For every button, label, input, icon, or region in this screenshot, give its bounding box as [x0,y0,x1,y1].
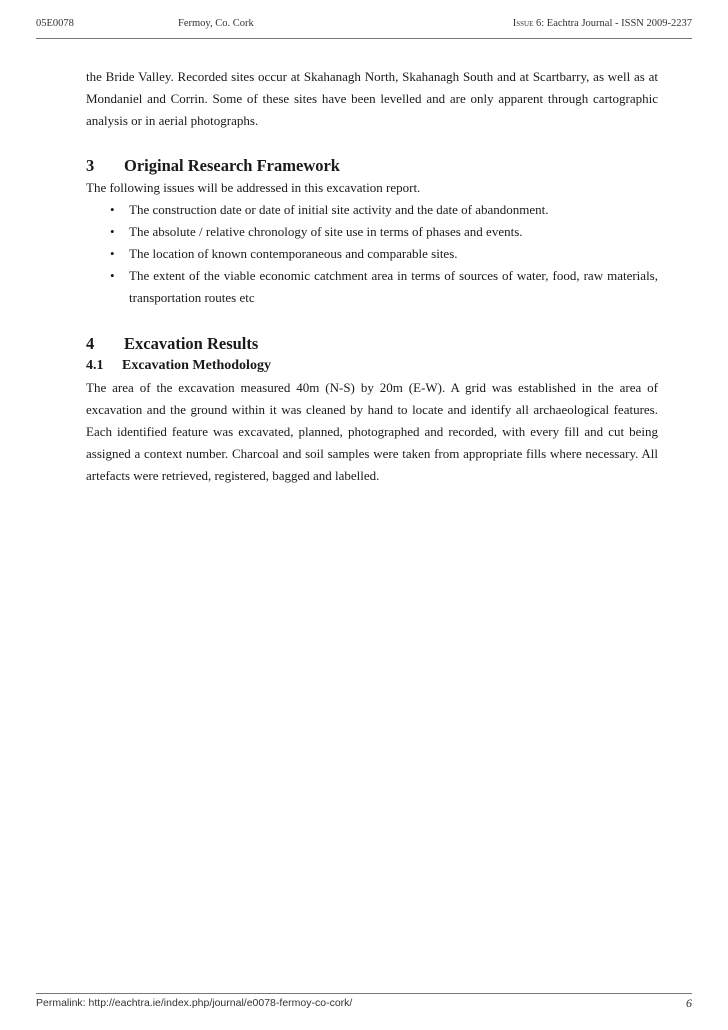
page-header [36,18,692,36]
intro-paragraph: the Bride Valley. Recorded sites occur at Skahanagh North, Skahanagh South and at Scartbarry, as well as at Mondaniel and Corrin. Some of these sites have been levelled and are only apparent through cartographic analysis or in aerial photographs. [86,69,658,128]
page-footer [36,997,692,1015]
site-code: 05E0078 [36,18,74,29]
methodology-paragraph: The area of the excavation measured 40m (N-S) by 20m (E-W). A grid was established in the area of excavation and the ground within it was cleaned by hand to locate and identify all archaeological features. Each identified feature was excavated, planned, photographed and recorded, with every fill and cut being assigned a context number. Charcoal and soil samples were taken from appropriate fills where necessary. All artefacts were retrieved, registered, bagged and labelled. [86,380,658,483]
permalink: Permalink: http://eachtra.ie/index.php/journal/e0078-fermoy-co-cork/ [36,997,353,1009]
journal-info: 6: Eachtra Journal - ISSN 2009-2237 [533,18,692,29]
list-item: • The extent of the viable economic catchment area in terms of sources of water, food, raw materials, transportation routes etc [86,265,658,309]
section-4-number: 4 [86,334,95,353]
bullet-icon: • [110,202,115,217]
research-issues-list [86,199,658,309]
issue-label: Issue [512,18,534,29]
journal-issue [513,18,692,29]
bullet-icon: • [110,246,115,261]
list-item: • The construction date or date of initial site activity and the date of abandonment. [86,199,658,221]
footer-divider [36,993,692,994]
bullet-icon: • [110,224,115,239]
subsection-number: 4.1 [86,358,104,373]
bullet-icon: • [110,268,115,283]
section-3-number: 3 [86,156,95,175]
section-3-heading [86,155,658,177]
subsection-4-1-heading [86,355,658,377]
list-item: • The absolute / relative chronology of site use in terms of phases and events. [86,221,658,243]
list-item: • The location of known contemporaneous and comparable sites. [86,243,658,265]
header-divider [36,38,692,39]
section-4-heading [86,333,658,355]
section-4-title: Excavation Results [124,334,259,353]
site-location: Fermoy, Co. Cork [178,18,254,29]
page-content [86,66,658,487]
subsection-title: Excavation Methodology [122,358,271,373]
section-3-intro: The following issues will be addressed in this excavation report. [86,180,421,195]
section-3-title: Original Research Framework [124,156,340,175]
page-number: 6 [686,996,692,1010]
